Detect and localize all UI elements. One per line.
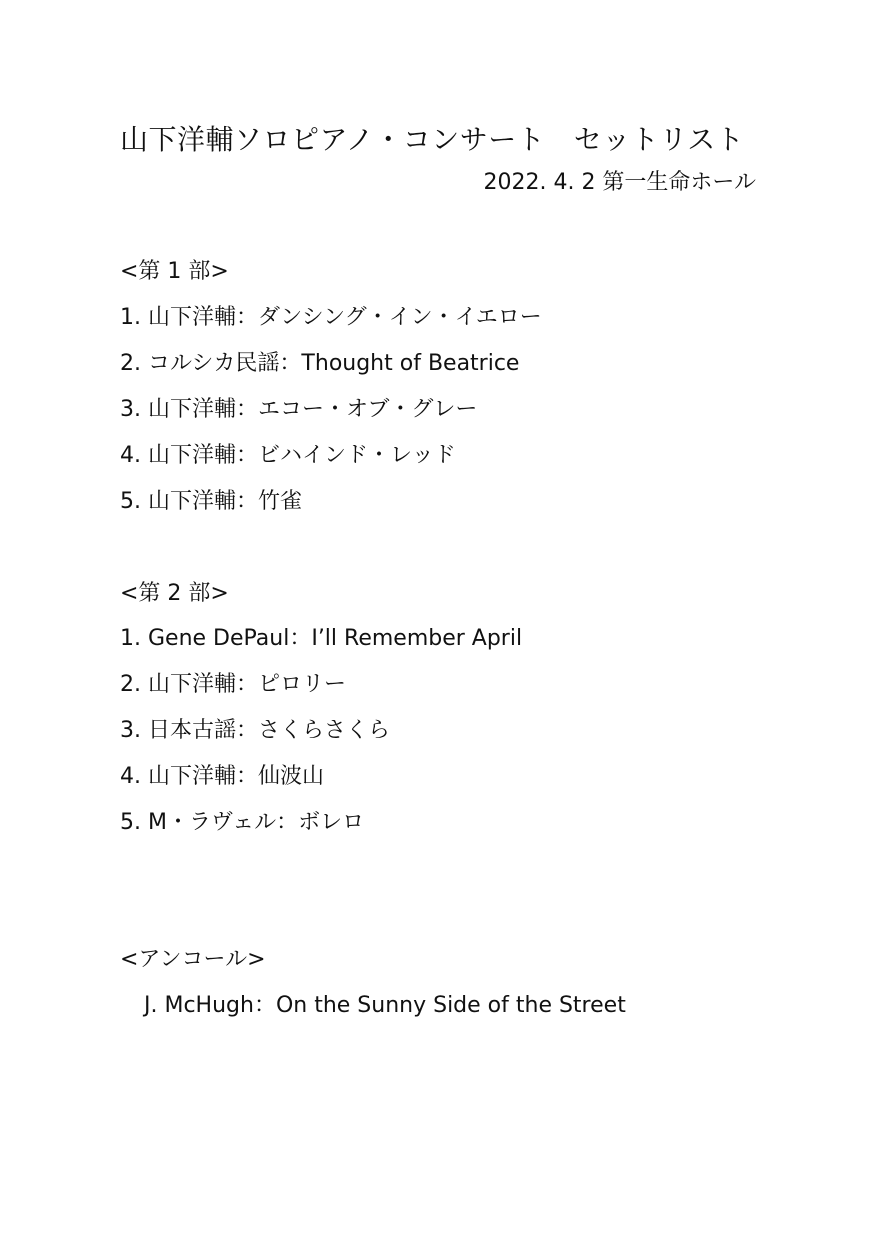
list-item: 3. 山下洋輔：エコー・オブ・グレー bbox=[120, 397, 478, 422]
list-item: 4. 山下洋輔：仙波山 bbox=[120, 764, 324, 789]
part2-heading: <第 2 部> bbox=[120, 581, 229, 606]
date-venue: 2022. 4. 2 第一生命ホール bbox=[483, 170, 756, 195]
list-item: 2. 山下洋輔：ピロリー bbox=[120, 672, 346, 697]
part1-heading: <第 1 部> bbox=[120, 259, 229, 284]
list-item: 5. M・ラヴェル：ボレロ bbox=[120, 810, 365, 835]
list-item: 2. コルシカ民謡：Thought of Beatrice bbox=[120, 351, 520, 376]
list-item: 4. 山下洋輔：ビハインド・レッド bbox=[120, 443, 456, 468]
list-item: 1. 山下洋輔：ダンシング・イン・イエロー bbox=[120, 305, 542, 330]
encore-heading: <アンコール> bbox=[120, 947, 266, 972]
list-item: 1. Gene DePaul：I’ll Remember April bbox=[120, 626, 523, 651]
list-item: 3. 日本古謡：さくらさくら bbox=[120, 718, 390, 743]
part2-list bbox=[120, 616, 522, 846]
page-title: 山下洋輔ソロピアノ・コンサート セットリスト bbox=[120, 123, 745, 156]
list-item: 5. 山下洋輔：竹雀 bbox=[120, 489, 302, 514]
encore-item: J. McHugh：On the Sunny Side of the Street bbox=[144, 993, 626, 1018]
part1-list bbox=[120, 295, 542, 525]
